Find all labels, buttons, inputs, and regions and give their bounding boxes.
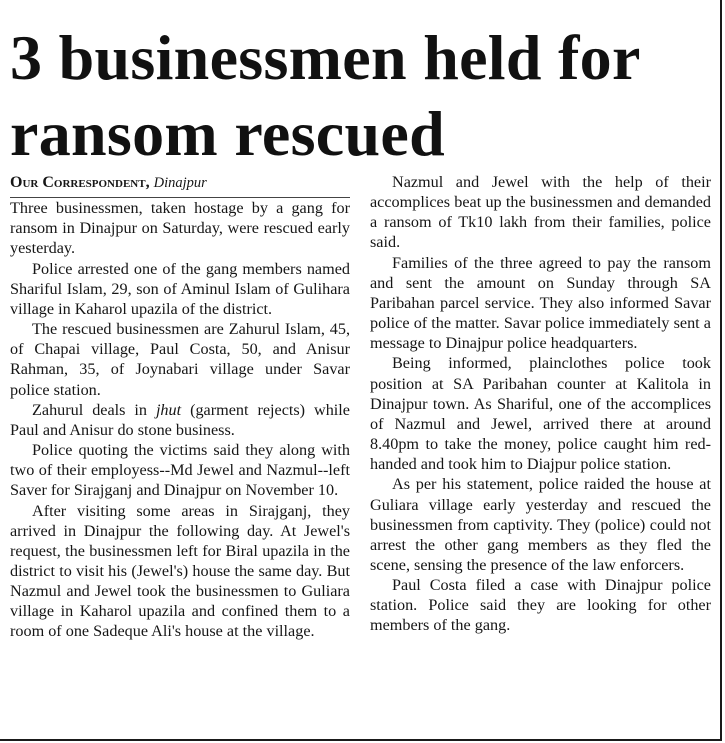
paragraph [10,400,350,440]
headline: 3 businessmen held for ransom rescued [10,22,640,169]
paragraph: Three businessmen, taken hostage by a gang for ransom in Dinajpur on Saturday, were rescued early yesterday. [10,199,350,258]
paragraph: Police quoting the victims said they along with two of their employess--Md Jewel and Nazmul--left Saver for Sirajganj and Dinajpur on November 10. [10,441,350,500]
paragraph: After visiting some areas in Sirajganj, they arrived in Dinajpur the following day. At Jewel's request, the businessmen left for Biral upazila in the district to visit his (Jewel's) house the same day. But Nazmul and Jewel took the businessmen to Guliara village in Kaharol upazila and confined them to a room of one Sadeque Ali's house at the village. [10,501,350,641]
paragraph: Nazmul and Jewel with the help of their accomplices beat up the businessmen and demanded a ransom of Tk10 lakh from their families, police said. [370,173,711,252]
byline-location: Dinajpur [153,175,207,191]
paragraph-text: (garment rejects) while Paul and Anisur do stone business. [10,400,350,439]
paragraph: The rescued businessmen are Zahurul Islam, 45, of Chapai village, Paul Costa, 50, and Anisur Rahman, 35, of Joynabari village under Savar police station. [10,320,350,399]
paragraph: As per his statement, police raided the house at Guliara village early yesterday and rescued the businessmen from captivity. They (police) could not arrest the other gang members as they fled the scene, sensing the presence of the law enforcers. [370,475,711,574]
paragraph-emphasis: jhut [155,400,182,419]
paragraph-text: Zahurul deals in [32,400,156,419]
article-column-right [370,172,711,636]
byline [10,172,350,198]
paragraph: Police arrested one of the gang members named Shariful Islam, 29, son of Aminul Islam of Gulihara village in Kaharol upazila of the district. [10,259,350,318]
paragraph: Families of the three agreed to pay the ransom and sent the amount on Sunday through SA Paribahan parcel service. They also informed Savar police of the matter. Savar police immediately sent a message to Dinajpur police headquarters. [370,253,711,353]
article-column-left [10,172,350,642]
paragraph: Paul Costa filed a case with Dinajpur police station. Police said they are looking for other members of the gang. [370,576,711,635]
paragraph: Being informed, plainclothes police took position at SA Paribahan counter at Kalitola in Dinajpur town. As Shariful, one of the accomplices of Nazmul and Jewel, arrived there at around 8.40pm to take the money, police caught him red-handed and took him to Diajpur police station. [370,354,711,474]
byline-author: Our Correspondent, [10,174,150,191]
